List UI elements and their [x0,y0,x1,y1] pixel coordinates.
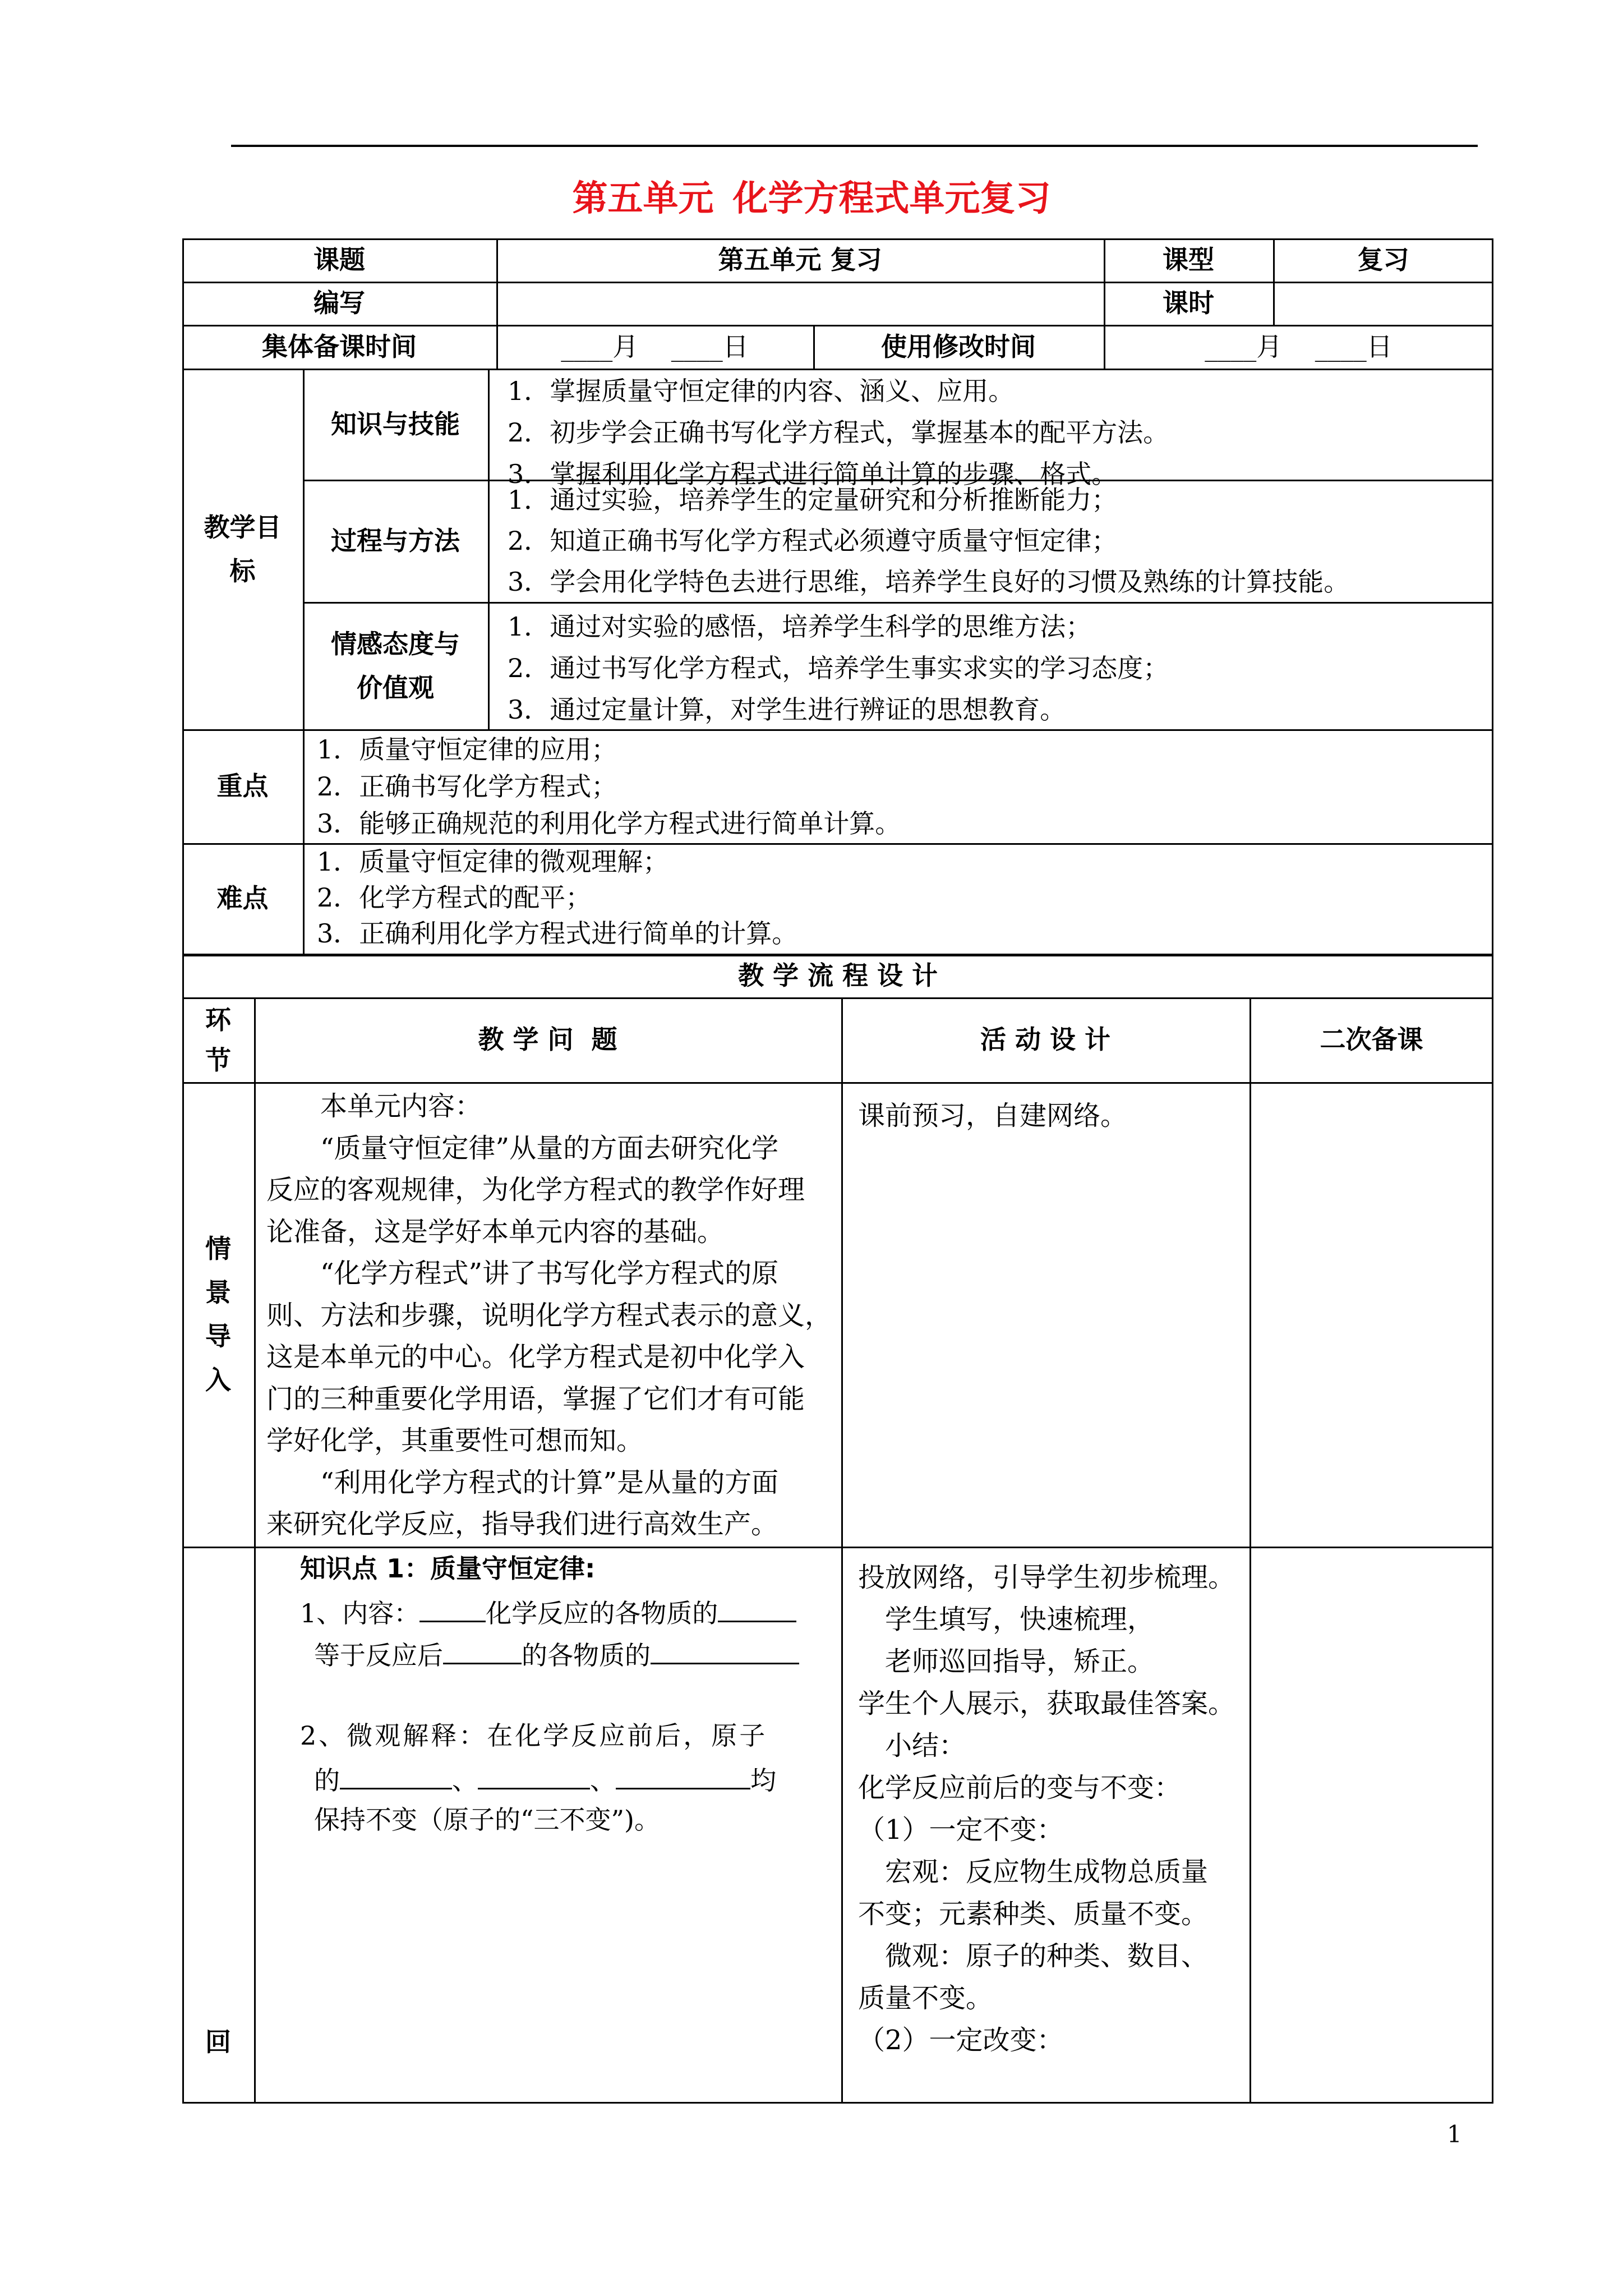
type-label: 课型 [1163,245,1214,275]
intro-problem-text: 本单元内容： “质量守恒定律”从量的方面去研究化学 反应的客观规律，为化学方程式的教学作好理 论准备，这是学好本单元内容的基础。 “化学方程式”讲了书写化学方程式的原 则、方法和步骤，说明化学方程式表示的意义， 这是本单元的中心。化学方程式是初中化学入 门的三种重要化学用语，掌握了它们才有可能 学好化学，其重要性可想而知。 “利用化学方程式的计算”是从量的方面 来研究化学反应，指导我们进行高效生产。 [266,1091,832,1540]
flow-heading: 教 学 流 程 设 计 [737,960,938,991]
second-prep-column-header: 二次备课 [1320,1024,1423,1055]
stage-column-header: 环 节 [205,1004,231,1075]
blank-field[interactable] [718,1596,796,1622]
hours-field[interactable] [1273,282,1493,325]
knowledge-point-title: 知识点 1：质量守恒定律: [300,1553,596,1584]
header-rule [231,145,1478,147]
topic-value: 第五单元 复习 [718,245,882,275]
blank-field[interactable] [478,1763,590,1789]
difficult-points-items: 1．质量守恒定律的微观理解； 2．化学方程式的配平； 3．正确利用化学方程式进行简单的计算。 [317,846,798,949]
intro-activity: 课前预习，自建网络。 [858,1100,1128,1131]
stage-intro: 情 景 导 入 [205,1234,231,1395]
blank-field[interactable] [340,1763,452,1789]
type-value: 复习 [1357,245,1409,275]
key-points-items: 1．质量守恒定律的应用； 2．正确书写化学方程式； 3．能够正确规范的利用化学方程式进行简单计算。 [317,734,901,839]
page-number: 1 [1447,2120,1462,2148]
content-line-1: 1、内容： 化学反应的各物质的 [300,1596,796,1628]
author-field[interactable] [496,282,1104,325]
objective-group-items: 1．通过对实验的感悟，培养学生科学的思维方法； 2．通过书写化学方程式，培养学生事实求实的学习态度； 3．通过定量计算，对学生进行辨证的思想教育。 [508,611,1169,725]
content-line-2: 等于反应后 的各物质的 [314,1638,799,1671]
blank-field[interactable] [616,1763,750,1789]
objectives-label: 教学目 标 [204,512,282,586]
stage-review: 回 [205,2026,231,2057]
objective-group-name: 知识与技能 [331,408,460,439]
prep-date: ____月 ____日 [561,331,749,362]
key-points-label: 重点 [216,771,269,802]
title-unit: 第五单元 [572,178,714,219]
micro-line-2: 的 、 、 均 [314,1763,776,1796]
objective-group-items: 1．通过实验，培养学生的定量研究和分析推断能力； 2．知道正确书写化学方程式必须遵守质量守恒定律； 3．学会用化学特色去进行思维，培养学生良好的习惯及熟练的计算技能。 [508,485,1350,597]
title-subject: 化学方程式单元复习 [732,178,1051,219]
blank-field[interactable] [443,1638,522,1664]
modify-date: ____月 ____日 [1205,331,1393,362]
problem-column-header: 教 学 问 题 [478,1024,617,1055]
blank-field[interactable] [419,1596,486,1622]
page-title [0,170,1623,221]
objective-group-items: 1．掌握质量守恒定律的内容、涵义、应用。 2．初步学会正确书写化学方程式，掌握基本的配平方法。 3．掌握利用化学方程式进行简单计算的步骤、格式。 [508,376,1169,489]
objective-group-name: 过程与方法 [331,525,460,556]
author-label: 编写 [313,288,365,319]
micro-line-1: 2、微观解释：在化学反应前后，原子 [300,1720,768,1751]
objective-group-name: 情感态度与 价值观 [331,628,460,703]
activity-column-header: 活 动 设 计 [980,1024,1111,1055]
difficult-points-label: 难点 [216,883,269,914]
blank-field[interactable] [651,1638,799,1664]
micro-line-3: 保持不变（原子的“三不变”)。 [314,1805,660,1835]
review-activity: 投放网络，引导学生初步梳理。 学生填写，快速梳理， 老师巡回指导，矫正。 学生个人展示，获取最佳答案。 小结： 化学反应前后的变与不变： （1）一定不变： 宏观：反应物生成物总质量 不变；元素种类、质量不变。 微观：原子的种类、数目、 质量不变。 （2）一定改变： [858,1562,1235,2056]
hours-label: 课时 [1163,288,1214,319]
prep-time-label: 集体备课时间 [262,331,417,362]
topic-label: 课题 [313,245,365,275]
modify-time-label: 使用修改时间 [881,331,1036,362]
